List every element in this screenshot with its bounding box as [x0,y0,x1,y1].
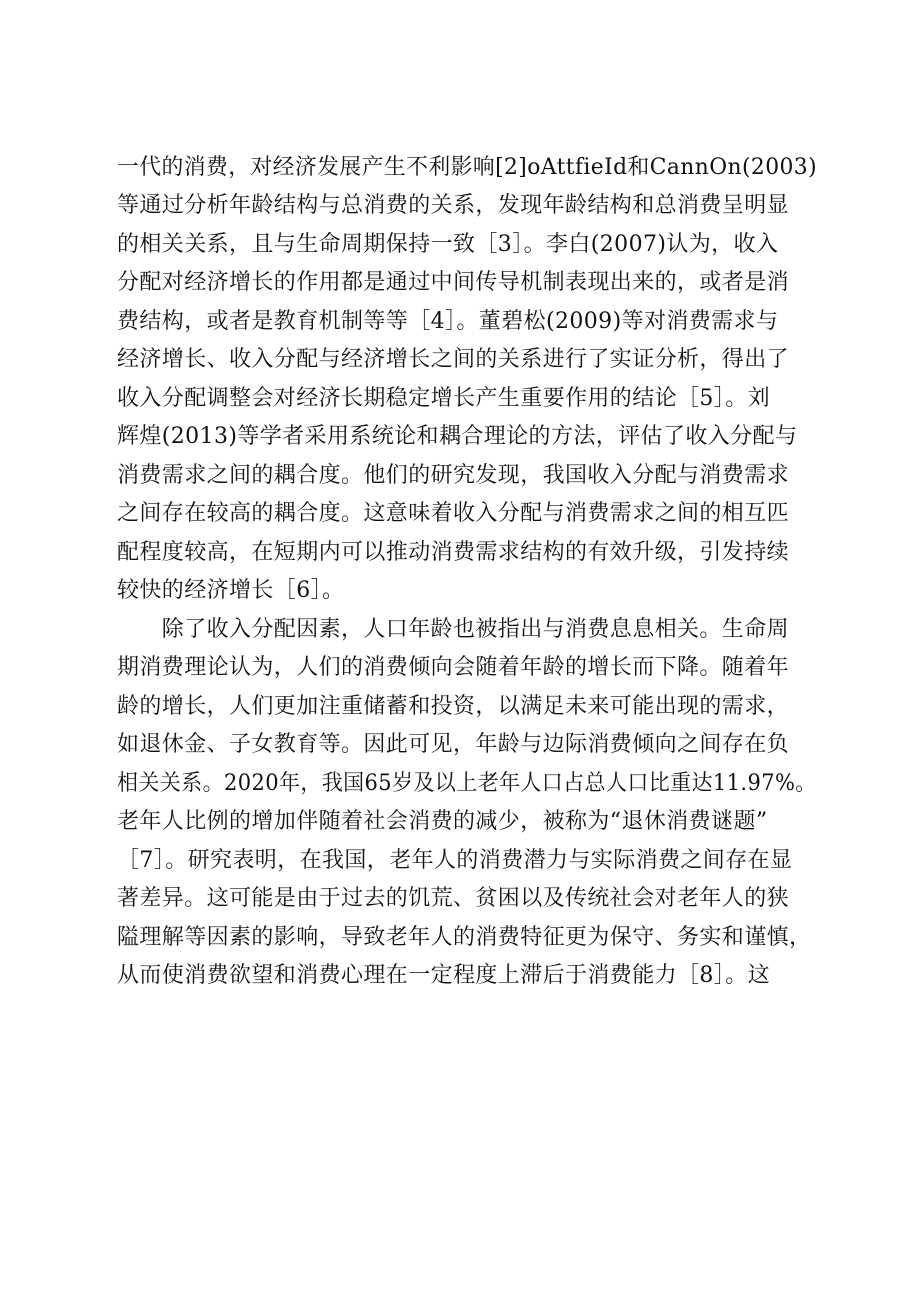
text-line-19: ［7］。研究表明，在我国，老年人的消费潜力与实际消费之间存在显 [117,848,793,873]
text-line-11: 配程度较高，在短期内可以推动消费需求结构的有效升级，引发持续 [117,540,790,565]
text-line-18: 老年人比例的增加伴随着社会消费的减少，被称为“退休消费谜题” [117,809,768,834]
text-line-4: 分配对经济增长的作用都是通过中间传导机制表现出来的，或者是消 [117,270,790,295]
text-line-7: 收入分配调整会对经济长期稳定增长产生重要作用的结论［5］。刘 [117,386,770,411]
text-line-1: 一代的消费，对经济发展产生不利影响[2]oAttfieId和CannOn(2003) [117,155,818,180]
text-line-3: 的相关关系，且与生命周期保持一致［3］。李白(2007)认为，收入 [117,232,779,257]
text-line-16: 如退休金、子女教育等。因此可见，年龄与边际消费倾向之间存在负 [117,732,790,757]
text-line-10: 之间存在较高的耦合度。这意味着收入分配与消费需求之间的相互匹 [117,501,790,526]
text-line-20: 著差异。这可能是由于过去的饥荒、贫困以及传统社会对老年人的狭 [117,886,790,911]
text-line-17: 相关关系。2020年，我国65岁及以上老年人口占总人口比重达11.97%。 [117,771,817,796]
text-line-6: 经济增长、收入分配与经济增长之间的关系进行了实证分析，得出了 [117,347,790,372]
text-line-12: 较快的经济增长［6］。 [117,578,345,603]
text-line-15: 龄的增长，人们更加注重储蓄和投资，以满足未来可能出现的需求， [117,694,790,719]
text-line-8: 辉煌(2013)等学者采用系统论和耦合理论的方法，评估了收入分配与 [117,424,798,449]
text-line-14: 期消费理论认为，人们的消费倾向会随着年龄的增长而下降。随着年 [117,655,790,680]
text-line-5: 费结构，或者是教育机制等等［4］。董碧松(2009)等对消费需求与 [117,309,779,334]
text-line-9: 消费需求之间的耦合度。他们的研究发现，我国收入分配与消费需求 [117,463,790,488]
text-line-13: 除了收入分配因素，人口年龄也被指出与消费息息相关。生命周 [117,617,790,642]
text-line-2: 等通过分析年龄结构与总消费的关系，发现年龄结构和总消费呈明显 [117,193,790,218]
text-line-22: 从而使消费欲望和消费心理在一定程度上滞后于消费能力［8］。这 [117,963,770,988]
text-line-21: 隘理解等因素的影响，导致老年人的消费特征更为保守、务实和谨慎， [117,925,812,950]
